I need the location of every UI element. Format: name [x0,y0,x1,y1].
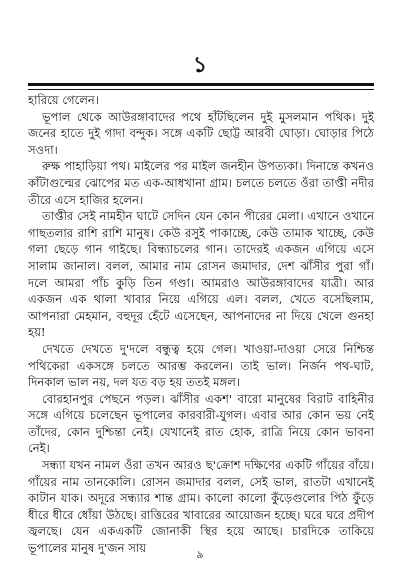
paragraph-7: সন্ধ্যা যখন নামল ওঁরা তখন আরও ছ'ক্রোশ দক্ষিণের একটি গাঁয়ের বাঁয়ে। গাঁয়ের নাম তানকোলি। রোসন জমাদার বলল, সেই ভাল, রাতটা এখানেই কাটান যাক। অদূরে সন্ধ্যার শান্ত গ্রাম। কালো কালো কুঁড়েগুলোর পিঠ ফুঁড়ে ধীরে ধীরে ধোঁয়া উঠছে। রাত্তিরের খাবারের আয়োজন হচ্ছে। ঘরে ঘরে প্রদীপ জ্বলছে। যেন একএকটি জোনাকী স্থির হয়ে আছে। চারদিকে তাকিয়ে ভূপালের মানুষ দু'জন সায় [28,458,374,556]
page-number: ৯ [196,548,204,561]
paragraph-1: হারিয়ে গেলেন। [28,93,99,107]
paragraph-4: তাপ্তীর সেই নামহীন ঘাটে সেদিন যেন কোন পীরের মেলা। এখানে ওখানে গাছতলার রাশি রাশি মানুষ। কেউ রসুই পাকাচ্ছে, কেউ তামাক খাচ্ছে, কেউ গলা ছেড়ে গান গাইছে। বিন্ধ্যাচলের গান। তাদেরই একজন এগিয়ে এসে সালাম জানাল। বলল, আমার নাম রোসন জমাদার, দেশ ঝাঁসীর পুরা গাঁ। দলে আমরা পাঁচ কুড়ি তিন গণ্ডা। আমরাও আউরঙ্গাবাদের যাত্রী। আর একজন এক থালা খাবার নিয়ে এগিয়ে এল। বলল, খেতে বসেছিলাম, আপনারা মেহমান, বহুদূর হেঁটে এসেছেন, আপনাদের না দিয়ে খেলে গুনহা হয়! [28,209,374,340]
paragraph-6: বোরহানপুর পেছনে পড়ল। ঝাঁসীর একশ' বারো মানুষের বিরাট বাহিনীর সঙ্গে এগিয়ে চলেছেন ভূপালের কারবারী-যুগল। এবার আর কোন ভয় নেই তাঁদের, কোন দুশ্চিন্তা নেই। যেখানেই রাত হোক, রাত্রি নিয়ে কোন ভাবনা নেই। [28,391,374,456]
body-text [28,92,374,557]
chapter-number: ১ [192,52,208,78]
paragraph-2: ভূপাল থেকে আউরঙ্গাবাদের পথে হাঁটছিলেন দুই মুসলমান পথিক। দুই জনের হাতে দুই গাদা বন্দুক। সঙ্গে একটি ছোট্ট আরবী ঘোড়া। ঘোড়ার পিঠে সওদা। [28,109,374,157]
paragraph-3: রুক্ষ পাহাড়িয়া পথ। মাইলের পর মাইল জনহীন উপত্যকা। দিনান্তে কখনও কাঁটাগুল্মের ঝোপের মত এক-আধখানা গ্রাম। চলতে চলতে ওঁরা তাপ্তী নদীর তীরে এসে হাজির হলেন। [28,159,374,207]
chapter-rule-thick [28,83,374,86]
paragraph-5: দেখতে দেখতে দু'দলে বন্ধুত্ব হয়ে গেল। খাওয়া-দাওয়া সেরে নিশ্চিন্ত পথিকেরা একসঙ্গে চলতে আরম্ভ করলেন। তাই ভাল। নির্জন পথ-ঘাট, দিনকাল ভাল নয়, দল যত বড় হয় ততই মঙ্গল। [28,341,374,390]
chapter-rule-thin [28,89,374,90]
